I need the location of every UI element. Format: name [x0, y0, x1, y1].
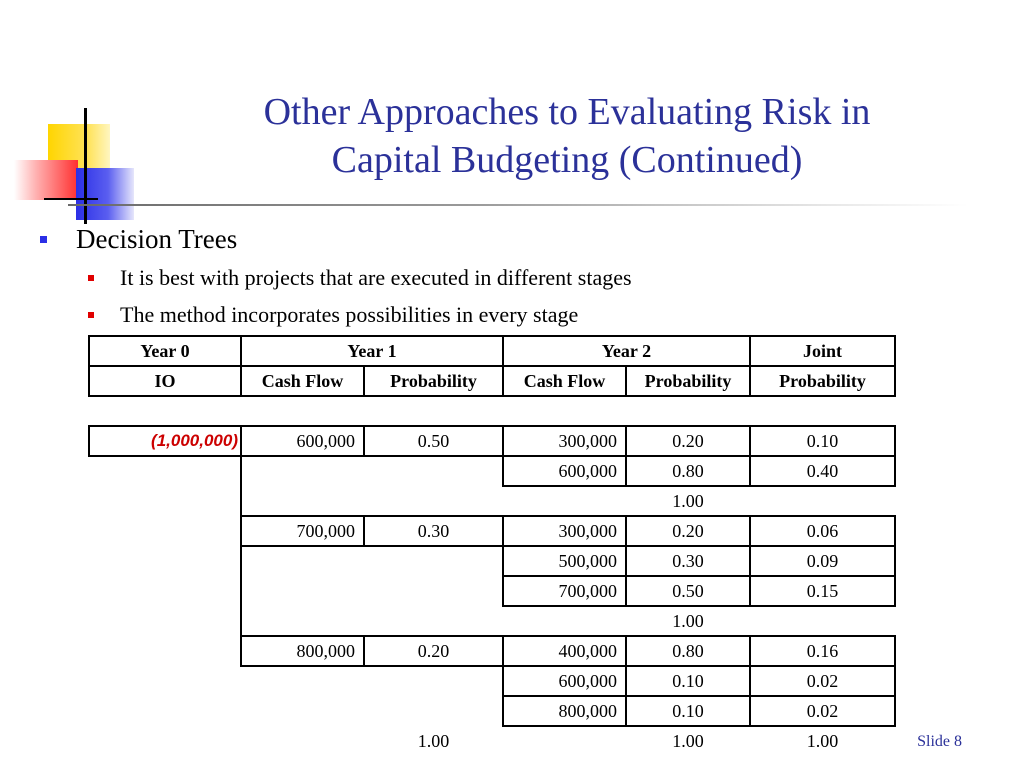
subtotal-cell: 1.00: [672, 491, 704, 511]
header-cf1: Cash Flow: [241, 366, 364, 396]
total-joint-cell: 1.00: [806, 731, 839, 751]
header-joint: Joint: [750, 336, 895, 366]
table-row: [89, 696, 895, 726]
deco-vertical-line: [84, 108, 87, 224]
deco-red-square: [14, 160, 78, 200]
cf2-cell: 400,000: [503, 636, 626, 666]
cf2-cell: 300,000: [503, 426, 626, 456]
cf2-cell: 600,000: [503, 666, 626, 696]
p2-cell: 0.80: [626, 636, 750, 666]
cf2-cell: 700,000: [503, 576, 626, 606]
table-row: [89, 576, 895, 606]
total-p1-cell: 1.00: [417, 730, 450, 751]
p2-cell: 0.20: [626, 516, 750, 546]
spacer-row: [89, 396, 895, 426]
header-year2: Year 2: [503, 336, 750, 366]
p2-cell: 0.10: [626, 666, 750, 696]
cf2-cell: 500,000: [503, 546, 626, 576]
joint-cell: 0.02: [750, 666, 895, 696]
cf2-cell: 800,000: [503, 696, 626, 726]
p1-cell: 0.30: [364, 516, 503, 546]
title-line-1: Other Approaches to Evaluating Risk in: [263, 91, 871, 133]
joint-cell: 0.10: [750, 426, 895, 456]
cf2-cell: 600,000: [503, 456, 626, 486]
title-line-2: Capital Budgeting (Continued): [331, 139, 803, 181]
cf1-cell: 800,000: [241, 636, 364, 666]
p2-cell: 0.10: [626, 696, 750, 726]
header-p1: Probability: [364, 366, 503, 396]
title-divider: [68, 204, 968, 206]
decision-tree-table: [88, 335, 896, 755]
p2-cell: 0.80: [626, 456, 750, 486]
cf2-cell: 300,000: [503, 516, 626, 546]
p2-cell: 0.20: [626, 426, 750, 456]
table-row: [89, 636, 895, 666]
p2-cell: 0.30: [626, 546, 750, 576]
bullet-text: Decision Trees: [76, 224, 238, 254]
header-year0: Year 0: [89, 336, 241, 366]
header-row-2: [89, 366, 895, 396]
subtotal-row: [89, 606, 895, 636]
joint-cell: 0.02: [750, 696, 895, 726]
totals-row: [89, 726, 895, 755]
cf1-cell: 700,000: [241, 516, 364, 546]
table-row: [89, 666, 895, 696]
table-row: [89, 426, 895, 456]
header-cf2: Cash Flow: [503, 366, 626, 396]
subtotal-cell: 1.00: [672, 611, 704, 631]
joint-cell: 0.15: [750, 576, 895, 606]
sub-bullet-text: The method incorporates possibilities in every stage: [120, 302, 579, 327]
table-row: [89, 456, 895, 486]
cf1-cell: 600,000: [241, 426, 364, 456]
sub-bullet-marker-icon: [88, 312, 94, 318]
sub-bullet-marker-icon: [88, 275, 94, 281]
header-year1: Year 1: [241, 336, 503, 366]
table-row: [89, 546, 895, 576]
header-p2: Probability: [626, 366, 750, 396]
joint-cell: 0.16: [750, 636, 895, 666]
slide-title: [170, 88, 964, 184]
sub-bullet-text: It is best with projects that are executed in different stages: [120, 265, 632, 290]
deco-horizontal-line: [44, 198, 98, 200]
joint-cell: 0.40: [750, 456, 895, 486]
p1-cell: 0.20: [364, 636, 503, 666]
p2-cell: 0.50: [626, 576, 750, 606]
joint-cell: 0.06: [750, 516, 895, 546]
joint-cell: 0.09: [750, 546, 895, 576]
header-io: IO: [89, 366, 241, 396]
header-row-1: [89, 336, 895, 366]
slide-number: Slide 8: [917, 733, 962, 750]
table-row: [89, 516, 895, 546]
subtotal-row: [89, 486, 895, 516]
total-p2-cell: 1.00: [672, 731, 704, 751]
header-joint-prob: Probability: [750, 366, 895, 396]
p1-cell: 0.50: [364, 426, 503, 456]
bullet-marker-icon: [40, 236, 47, 243]
io-cell: (1,000,000): [89, 426, 241, 456]
